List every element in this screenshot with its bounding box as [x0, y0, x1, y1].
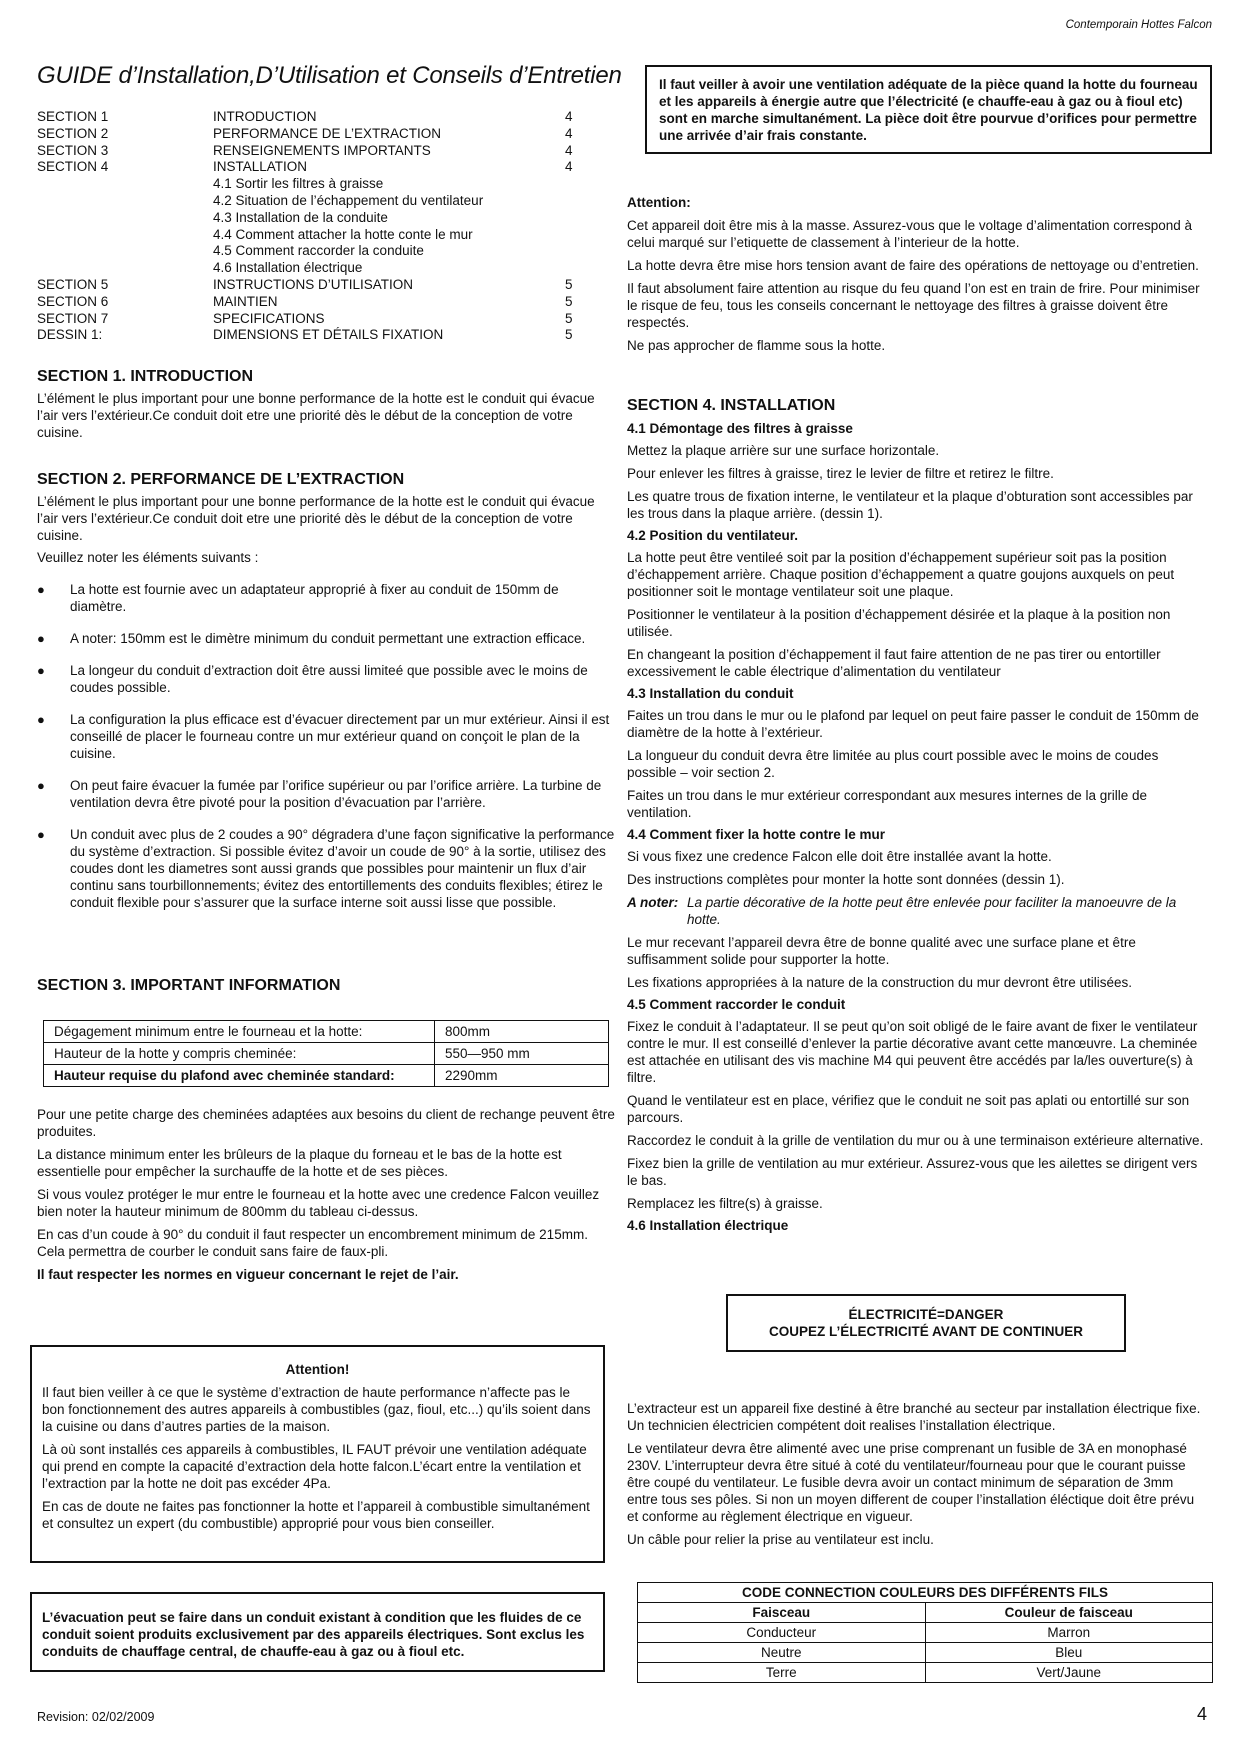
wire-color-table	[637, 1582, 1213, 1683]
bullet-text: La longeur du conduit d’extraction doit être aussi limiteé que possible avec le moins de coudes possible.	[70, 663, 588, 695]
toc-title: DIMENSIONS ET DÉTAILS FIXATION	[213, 327, 444, 343]
subsection-4-4-note	[627, 894, 1207, 928]
subsection-4-5-p5: Remplacez les filtre(s) à graisse.	[627, 1196, 823, 1211]
document-title: GUIDE d’Installation,D’Utilisation et Conseils d’Entretien	[37, 62, 622, 89]
subsection-4-4-p4: Les fixations appropriées à la nature de la construction du mur devront être utilisées.	[627, 975, 1133, 990]
toc-section: DESSIN 1:	[37, 327, 103, 343]
toc-page: 5	[565, 327, 573, 343]
subsection-4-2-heading: 4.2 Position du ventilateur.	[627, 528, 799, 543]
bullet-item	[37, 581, 617, 615]
section-2-heading: SECTION 2. PERFORMANCE DE L’EXTRACTION	[37, 471, 405, 488]
attention-box	[30, 1345, 605, 1563]
note-text: La partie décorative de la hotte peut être enlevée pour faciliter la manoeuvre de la hotte.	[687, 895, 1177, 927]
danger-box	[726, 1294, 1126, 1352]
spec-label: Dégagement minimum entre le fourneau et la hotte:	[44, 1021, 435, 1043]
attention-box-p1: Il faut bien veiller à ce que le système d’extraction de haute performance n’affecte pas le bon fonctionnement des autres appareils à combustibles (gaz, fioul, etc...) qu’ils soient dans la cuisine ou dans d’autres parties de la maison.	[42, 1385, 591, 1434]
toc-row	[37, 193, 587, 210]
wire-name: Neutre	[638, 1643, 926, 1663]
toc-section: SECTION 5	[37, 276, 109, 292]
wire-table-col-1: Faisceau	[638, 1603, 926, 1623]
revision-date: Revision: 02/02/2009	[37, 1710, 155, 1724]
toc-page: 4	[565, 125, 573, 141]
section-1-text: L’élément le plus important pour une bonne performance de la hotte est le conduit qui évacue l’air vers l’extérieur.Ce conduit doit etre une priorité dès le début de la conception de votre cuisine.	[37, 391, 595, 440]
toc-row	[37, 294, 587, 311]
subsection-4-5-p3: Raccordez le conduit à la grille de ventilation du mur ou à une terminaison extérieure alternative.	[627, 1133, 1204, 1148]
bullet-text: Un conduit avec plus de 2 coudes a 90° dégradera d’une façon significative la performance du système d’extraction. Si possible évitez d’avoir un coude de 90° à la sortie, utilisez des coudes dont les diametres sont aussi grands que possibles pour maintenir un flux d’air continu sans tourbillonnements; évitez des entortillements des conduits flexibles; étirez le conduit flexible pour s’assurer que la surface interne soit aussi lisse que possible.	[70, 827, 615, 910]
toc-section: SECTION 2	[37, 125, 109, 141]
subsection-4-3-p3: Faites un trou dans le mur extérieur correspondant aux mesures internes de la grille de ventilation.	[627, 788, 1148, 820]
toc-section: SECTION 3	[37, 142, 109, 158]
attention-p4: Ne pas approcher de flamme sous la hotte.	[627, 338, 886, 353]
electrical-p3: Un câble pour relier la prise au ventilateur est inclu.	[627, 1532, 934, 1547]
toc-title: 4.5 Comment raccorder la conduite	[213, 243, 424, 259]
section-1	[37, 368, 617, 441]
subsection-4-5-heading: 4.5 Comment raccorder le conduit	[627, 997, 846, 1012]
attention-p3: Il faut absolument faire attention au risque du feu quand l’on est en train de frire. Pour minimiser le risque de feu, tous les conseils concernant le nettoyage des filtres à graisse doivent être respectés.	[627, 281, 1200, 330]
toc-title: INSTRUCTIONS D’UTILISATION	[213, 276, 414, 292]
toc-title: 4.2 Situation de l’échappement du ventilateur	[213, 192, 484, 208]
bullet-item	[37, 777, 617, 811]
section-4-heading: SECTION 4. INSTALLATION	[627, 397, 836, 414]
table-of-contents	[37, 109, 587, 344]
subsection-4-1-p2: Pour enlever les filtres à graisse, tirez le levier de filtre et retirez le filtre.	[627, 466, 1054, 481]
bullet-text: La configuration la plus efficace est d’évacuer directement par un mur extérieur. Ainsi il est conseillé de placer le fourneau contre un mur extérieur quand on conçoit le plan de la cuisine.	[70, 712, 610, 761]
toc-row	[37, 126, 587, 143]
attention-box-title: Attention!	[285, 1362, 350, 1377]
section-3	[37, 977, 617, 995]
subsection-4-3-p1: Faites un trou dans le mur ou le plafond par lequel on peut faire passer le conduit de 150mm de diamètre de la hotte à l’extérieur.	[627, 708, 1199, 740]
electrical-p1: L’extracteur est un appareil fixe destiné à être branché au secteur par installation électrique fixe. Un technicien électricien compétent doit realises l’installation électrique.	[627, 1401, 1201, 1433]
attention-box-p3: En cas de doute ne faites pas fonctionner la hotte et l’appareil à combustible simultanément et consultez un expert (du combustible) approprié pour vous bien conseiller.	[42, 1499, 590, 1531]
section-2-note: Veuillez noter les éléments suivants :	[37, 550, 259, 565]
attention-title: Attention:	[627, 195, 691, 210]
subsection-4-4-p1: Si vous fixez une credence Falcon elle doit être installée avant la hotte.	[627, 849, 1052, 864]
toc-row	[37, 176, 587, 193]
subsection-4-1-heading: 4.1 Démontage des filtres à graisse	[627, 421, 853, 436]
spec-table-row	[44, 1065, 609, 1087]
toc-section: SECTION 1	[37, 109, 109, 124]
toc-row	[37, 327, 587, 344]
electrical-text	[627, 1400, 1207, 1554]
toc-title: SPECIFICATIONS	[213, 310, 325, 326]
toc-page: 5	[565, 310, 573, 326]
toc-title: 4.4 Comment attacher la hotte conte le mur	[213, 226, 473, 242]
toc-title: 4.3 Installation de la conduite	[213, 209, 388, 225]
bullet-text: On peut faire évacuer la fumée par l’orifice supérieur ou par l’orifice arrière. La turbine de ventilation devra être pivoté pour la position d’évacuation par l’arrière.	[70, 778, 602, 810]
subsection-4-3-heading: 4.3 Installation du conduit	[627, 686, 794, 701]
toc-page: 4	[565, 142, 573, 158]
toc-section: SECTION 6	[37, 293, 109, 309]
section-3-heading: SECTION 3. IMPORTANT INFORMATION	[37, 977, 341, 994]
section-2	[37, 471, 617, 566]
bullet-icon: ●	[37, 712, 45, 727]
spec-table	[43, 1020, 609, 1087]
toc-row	[37, 311, 587, 328]
toc-row	[37, 277, 587, 294]
section-3-p4: En cas d’un coude à 90° du conduit il faut respecter un encombrement minimum de 215mm. Cela permettra de courber le conduit sans faire de faux-pli.	[37, 1227, 588, 1259]
bullet-text: La hotte est fournie avec un adaptateur approprié à fixer au conduit de 150mm de diamètre.	[70, 582, 559, 614]
toc-row	[37, 143, 587, 160]
wire-color: Vert/Jaune	[925, 1663, 1213, 1683]
spec-table-row	[44, 1021, 609, 1043]
attention-p1: Cet appareil doit être mis à la masse. Assurez-vous que le voltage d’alimentation correspond à celui marqué sur l’etiquette de classement à l’interieur de la hotte.	[627, 218, 1193, 250]
bullet-item	[37, 711, 617, 762]
toc-section: SECTION 4	[37, 159, 109, 175]
toc-title: INTRODUCTION	[213, 109, 317, 124]
section-3-p1: Pour une petite charge des cheminées adaptées aux besoins du client de rechange peuvent être produites.	[37, 1107, 615, 1139]
subsection-4-2-p1: La hotte peut être ventileé soit par la position d’échappement supérieur soit pas la position d’échappement arrière. Chaque position d’échappement a quatre goujons auxquels on peut positionner soit le montage ventilateur soit une plaque.	[627, 550, 1175, 599]
toc-title: PERFORMANCE DE L’EXTRACTION	[213, 125, 442, 141]
toc-page: 4	[565, 109, 573, 124]
wire-table-row	[638, 1623, 1213, 1643]
toc-row	[37, 109, 587, 126]
toc-title: RENSEIGNEMENTS IMPORTANTS	[213, 142, 431, 158]
toc-title: 4.6 Installation électrique	[213, 260, 363, 276]
section-3-text	[37, 1106, 617, 1289]
bullet-icon: ●	[37, 827, 45, 842]
spec-label: Hauteur de la hotte y compris cheminée:	[44, 1043, 435, 1065]
bullet-icon: ●	[37, 582, 45, 597]
running-header: Contemporain Hottes Falcon	[1065, 19, 1212, 31]
bullet-icon: ●	[37, 663, 45, 678]
evacuation-box	[30, 1592, 605, 1672]
bullet-icon: ●	[37, 778, 45, 793]
subsection-4-2-p2: Positionner le ventilateur à la position d’échappement désirée et la plaque à la position non utilisée.	[627, 607, 1171, 639]
bullet-icon: ●	[37, 631, 45, 646]
toc-row	[37, 260, 587, 277]
page-number: 4	[1196, 1704, 1207, 1724]
subsection-4-5-p4: Fixez bien la grille de ventilation au mur extérieur. Assurez-vous que les ailettes se dirigent vers le bas.	[627, 1156, 1198, 1188]
electrical-p2: Le ventilateur devra être alimenté avec une prise comprenant un fusible de 3A en monophasé 230V. L’interrupteur devra être situé à coté du ventilateur/fourneau pour que le courant puisse être coupé du ventilateur. Le fusible devra avoir un contact minimum de séparation de 3mm entre tous ses pôles. Si non un moyen different de couper l’installation éléctique doit être prévu et conforme au règlement électrique en vigueur.	[627, 1441, 1195, 1524]
attention-section	[627, 194, 1207, 360]
wire-table-row	[638, 1643, 1213, 1663]
bullet-item	[37, 662, 617, 696]
toc-page: 4	[565, 159, 573, 175]
toc-title: INSTALLATION	[213, 159, 308, 175]
spec-table-row	[44, 1043, 609, 1065]
spec-value: 550—950 mm	[435, 1043, 609, 1065]
subsection-4-5-p1: Fixez le conduit à l’adaptateur. Il se peut qu’on soit obligé de le faire avant de fixer le ventilateur contre le mur. Il est conseillé d’enlever la partie décorative avant cette manœuvre. La cheminée est attachée en utilisant des vis machine M4 qui peuvent être accédés par la/les ouverture(s) à filtre.	[627, 1019, 1198, 1085]
toc-row	[37, 243, 587, 260]
wire-color: Marron	[925, 1623, 1213, 1643]
note-label: A noter:	[627, 895, 679, 910]
evacuation-box-text: L’évacuation peut se faire dans un conduit existant à condition que les fluides de ce conduit soient produits exclusivement par des appareils électriques. Sont exclus les conduits de chauffage central, de chauffe-eau à gaz ou à fioul etc.	[42, 1610, 585, 1659]
danger-line-1: ÉLECTRICITÉ=DANGER	[848, 1307, 1004, 1322]
attention-p2: La hotte devra être mise hors tension avant de faire des opérations de nettoyage ou d’entretien.	[627, 258, 1199, 273]
section-3-p5: Il faut respecter les normes en vigueur concernant le rejet de l’air.	[37, 1267, 459, 1282]
section-3-p3: Si vous voulez protéger le mur entre le fourneau et la hotte avec une credence Falcon veuillez bien noter la hauteur minimum de 800mm du tableau ci-dessus.	[37, 1187, 600, 1219]
subsection-4-1-p3: Les quatre trous de fixation interne, le ventilateur et la plaque d’obturation sont accessibles par les trous dans la plaque arrière. (dessin 1).	[627, 489, 1193, 521]
section-4	[627, 397, 1207, 1239]
attention-box-p2: Là où sont installés ces appareils à combustibles, IL FAUT prévoir une ventilation adéquate qui prend en compte la capacité d’extraction dela hotte falcon.L’écart entre la ventilation et l’extraction par la hotte ne doit pas excéder 4Pa.	[42, 1442, 587, 1491]
bullet-item	[37, 630, 617, 647]
bullet-text: A noter: 150mm est le dimètre minimum du conduit permettant une extraction efficace.	[70, 631, 586, 646]
wire-name: Conducteur	[638, 1623, 926, 1643]
section-1-heading: SECTION 1. INTRODUCTION	[37, 368, 254, 385]
spec-value: 2290mm	[435, 1065, 609, 1087]
danger-line-2: COUPEZ L’ÉLECTRICITÉ AVANT DE CONTINUER	[768, 1324, 1083, 1339]
section-2-bullet-list	[37, 581, 617, 926]
wire-color: Bleu	[925, 1643, 1213, 1663]
subsection-4-1-p1: Mettez la plaque arrière sur une surface horizontale.	[627, 443, 940, 458]
ventilation-box	[645, 65, 1212, 154]
subsection-4-4-p3: Le mur recevant l’appareil devra être de bonne qualité avec une surface plane et être suffisamment solide pour supporter la hotte.	[627, 935, 1136, 967]
toc-page: 5	[565, 293, 573, 309]
toc-section: SECTION 7	[37, 310, 109, 326]
ventilation-box-text: Il faut veiller à avoir une ventilation adéquate de la pièce quand la hotte du fourneau et les appareils à énergie autre que l’électricité (e chauffe-eau à gaz ou à fioul etc) sont en marche simultanément. La pièce doit être pourvue d’orifices pour permettre une arrivée d’air frais constante.	[659, 77, 1198, 143]
section-2-text: L’élément le plus important pour une bonne performance de la hotte est le conduit qui évacue l’air vers l’extérieur.Ce conduit doit etre une priorité dès le début de la conception de votre cuisine.	[37, 494, 595, 543]
toc-title: MAINTIEN	[213, 293, 278, 309]
subsection-4-4-heading: 4.4 Comment fixer la hotte contre le mur	[627, 827, 886, 842]
toc-row	[37, 227, 587, 244]
toc-page: 5	[565, 276, 573, 292]
wire-table-col-2: Couleur de faisceau	[925, 1603, 1213, 1623]
wire-name: Terre	[638, 1663, 926, 1683]
wire-table-row	[638, 1663, 1213, 1683]
subsection-4-4-p2: Des instructions complètes pour monter la hotte sont données (dessin 1).	[627, 872, 1065, 887]
wire-table-title: CODE CONNECTION COULEURS DES DIFFÉRENTS FILS	[638, 1583, 1213, 1603]
spec-label: Hauteur requise du plafond avec cheminée standard:	[44, 1065, 435, 1087]
toc-row	[37, 159, 587, 176]
toc-row	[37, 210, 587, 227]
subsection-4-3-p2: La longueur du conduit devra être limitée au plus court possible avec le moins de coudes possible – voir section 2.	[627, 748, 1159, 780]
section-3-p2: La distance minimum enter les brûleurs de la plaque du forneau et le bas de la hotte est essentielle pour empêcher la surchauffe de la hotte et de ses pièces.	[37, 1147, 562, 1179]
subsection-4-6-heading: 4.6 Installation électrique	[627, 1218, 789, 1233]
subsection-4-5-p2: Quand le ventilateur est en place, vérifiez que le conduit ne soit pas aplati ou entortillé sur son parcours.	[627, 1093, 1190, 1125]
toc-title: 4.1 Sortir les filtres à graisse	[213, 176, 384, 192]
spec-value: 800mm	[435, 1021, 609, 1043]
bullet-item	[37, 826, 617, 911]
subsection-4-2-p3: En changeant la position d’échappement il faut faire attention de ne pas tirer ou entortiller excessivement le cable électrique d’alimentation du ventilateur	[627, 647, 1161, 679]
